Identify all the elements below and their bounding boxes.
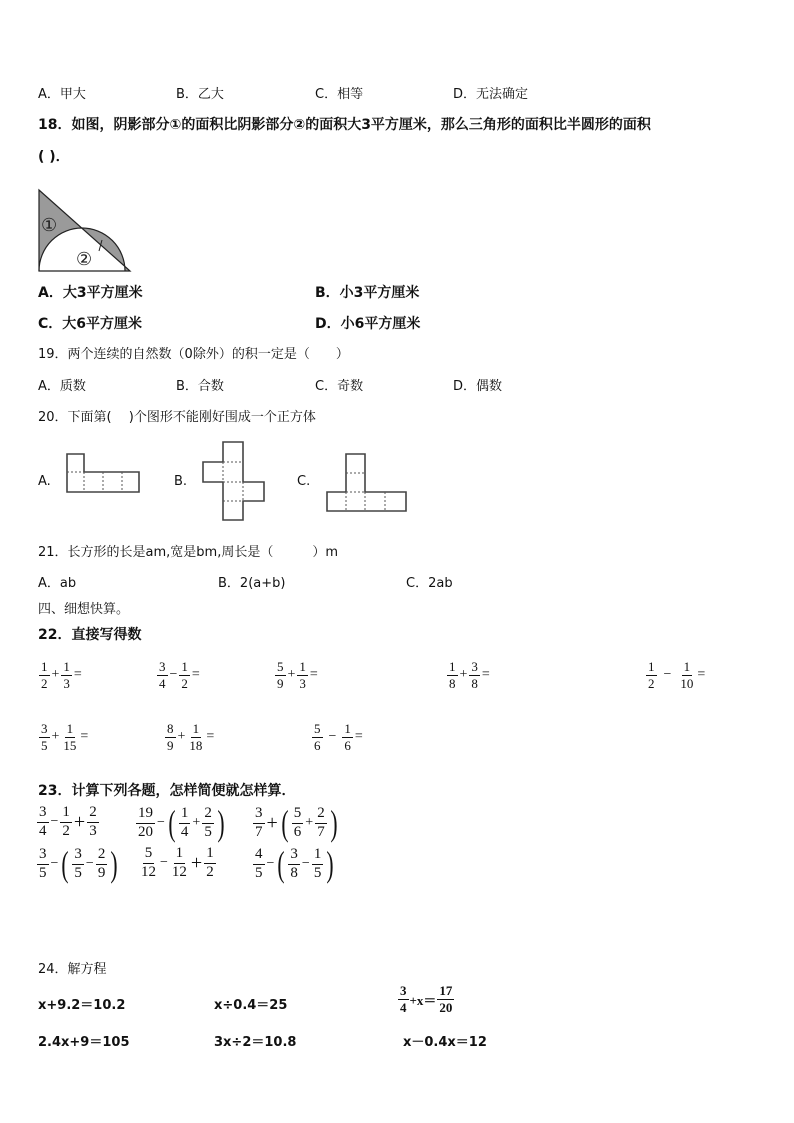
section-4-heading: 四、细想快算。	[38, 602, 130, 617]
fraction: $\frac{1}{2}$	[648, 659, 655, 691]
q17-option-b: B．乙大	[176, 87, 224, 102]
fraction: $\frac{3}{8}$	[471, 659, 478, 691]
fraction: $\frac{3}{5}$	[41, 721, 48, 753]
q20-net-b	[200, 440, 268, 522]
q23-title: 23．计算下列各题，怎样简便就怎样算．	[38, 783, 296, 799]
fraction: $\frac{1}{18}$	[189, 721, 203, 753]
q20-label-c: C.	[297, 474, 311, 489]
q24-eq-3: $\frac{3}{4}$ +x＝ $\frac{17}{20}$	[400, 983, 453, 1015]
q17-option-c: C．相等	[315, 87, 364, 102]
q23-expr-6: $\frac{4}{5}$ − ( $\frac{3}{8}$ − $\frac{1}{5}$ )	[255, 844, 334, 884]
q22-expr-1: $\frac{1}{2}$ + $\frac{1}{3}$ =	[41, 659, 82, 691]
q21-option-b: B．2(a+b)	[218, 576, 286, 591]
q20-question: 20．下面第( )个图形不能刚好围成一个正方体	[38, 410, 316, 425]
q19-option-d: D．偶数	[453, 379, 503, 394]
q18-option-b: B．小3平方厘米	[315, 285, 420, 301]
q22-expr-7: $\frac{8}{9}$ + $\frac{1}{18}$ =	[167, 721, 215, 753]
q23-expr-2: $\frac{19}{20}$ − ( $\frac{1}{4}$ + $\frac{2}{5}$ )	[138, 803, 225, 843]
q19-option-c: C．奇数	[315, 379, 364, 394]
q20-net-c	[324, 452, 408, 514]
q18-figure	[30, 185, 140, 277]
fraction: $\frac{1}{2}$	[41, 659, 48, 691]
fraction: $\frac{1}{10}$	[680, 659, 694, 691]
q23-expr-3: $\frac{3}{7}$ + ( $\frac{5}{6}$ + $\frac{2}{7}$ )	[255, 803, 338, 843]
fraction: $\frac{3}{4}$	[159, 659, 166, 691]
q24-eq-6: x－0.4x＝12	[403, 1035, 487, 1050]
q24-eq-1: x+9.2＝10.2	[38, 998, 126, 1013]
q20-label-b: B.	[174, 474, 188, 489]
q20-net-a	[64, 452, 144, 494]
q24-eq-2: x÷0.4＝25	[214, 998, 288, 1013]
q20-label-a: A.	[38, 474, 51, 489]
q17-option-a: A．甲大	[38, 87, 86, 102]
q18-question-line1: 18．如图，阴影部分①的面积比阴影部分②的面积大3平方厘米，那么三角形的面积比半圆形的面积	[38, 117, 651, 133]
fraction: $\frac{1}{15}$	[63, 721, 77, 753]
q19-option-b: B．合数	[176, 379, 224, 394]
q23-expr-1: $\frac{3}{4}$ − $\frac{1}{2}$ + $\frac{2}{3}$	[39, 804, 97, 839]
fraction: $\frac{1}{3}$	[63, 659, 70, 691]
q18-option-a: A．大3平方厘米	[38, 285, 143, 301]
q23-expr-4: $\frac{3}{5}$ − ( $\frac{3}{5}$ − $\frac{2}{9}$ )	[39, 844, 118, 884]
q18-fig-label-1: ①	[41, 215, 58, 236]
q24-eq-5: 3x÷2＝10.8	[214, 1035, 297, 1050]
q22-expr-2: $\frac{3}{4}$ − $\frac{1}{2}$ =	[159, 659, 200, 691]
fraction: $\frac{1}{3}$	[299, 659, 306, 691]
q23-expr-5: $\frac{5}{12}$ − $\frac{1}{12}$ + $\frac{1}{2}$	[141, 845, 214, 880]
fraction: $\frac{1}{8}$	[449, 659, 456, 691]
q22-expr-4: $\frac{1}{8}$ + $\frac{3}{8}$ =	[449, 659, 490, 691]
q21-question: 21．长方形的长是am,宽是bm,周长是（ ）m	[38, 545, 339, 560]
fraction: $\frac{8}{9}$	[167, 721, 174, 753]
q18-option-d: D．小6平方厘米	[315, 316, 421, 332]
fraction: $\frac{1}{2}$	[181, 659, 188, 691]
q17-option-d: D．无法确定	[453, 87, 529, 102]
q21-option-a: A．ab	[38, 576, 77, 591]
fraction: $\frac{5}{9}$	[277, 659, 284, 691]
q19-option-a: A．质数	[38, 379, 86, 394]
fraction: $\frac{5}{6}$	[314, 721, 321, 753]
q21-option-c: C．2ab	[406, 576, 453, 591]
q24-title: 24．解方程	[38, 962, 107, 977]
q18-option-c: C．大6平方厘米	[38, 316, 143, 332]
q22-expr-5: $\frac{1}{2}$ − $\frac{1}{10}$ =	[648, 659, 706, 691]
fraction: $\frac{1}{6}$	[344, 721, 351, 753]
q22-expr-3: $\frac{5}{9}$ + $\frac{1}{3}$ =	[277, 659, 318, 691]
q18-fig-label-2: ②	[76, 249, 93, 270]
q22-expr-6: $\frac{3}{5}$ + $\frac{1}{15}$ =	[41, 721, 89, 753]
q22-title: 22．直接写得数	[38, 627, 142, 643]
q24-eq-4: 2.4x+9＝105	[38, 1035, 130, 1050]
q18-question-line2: ( )．	[38, 149, 70, 165]
q19-question: 19．两个连续的自然数（0除外）的积一定是（ ）	[38, 347, 349, 362]
q22-expr-8: $\frac{5}{6}$ − $\frac{1}{6}$ =	[314, 721, 363, 753]
